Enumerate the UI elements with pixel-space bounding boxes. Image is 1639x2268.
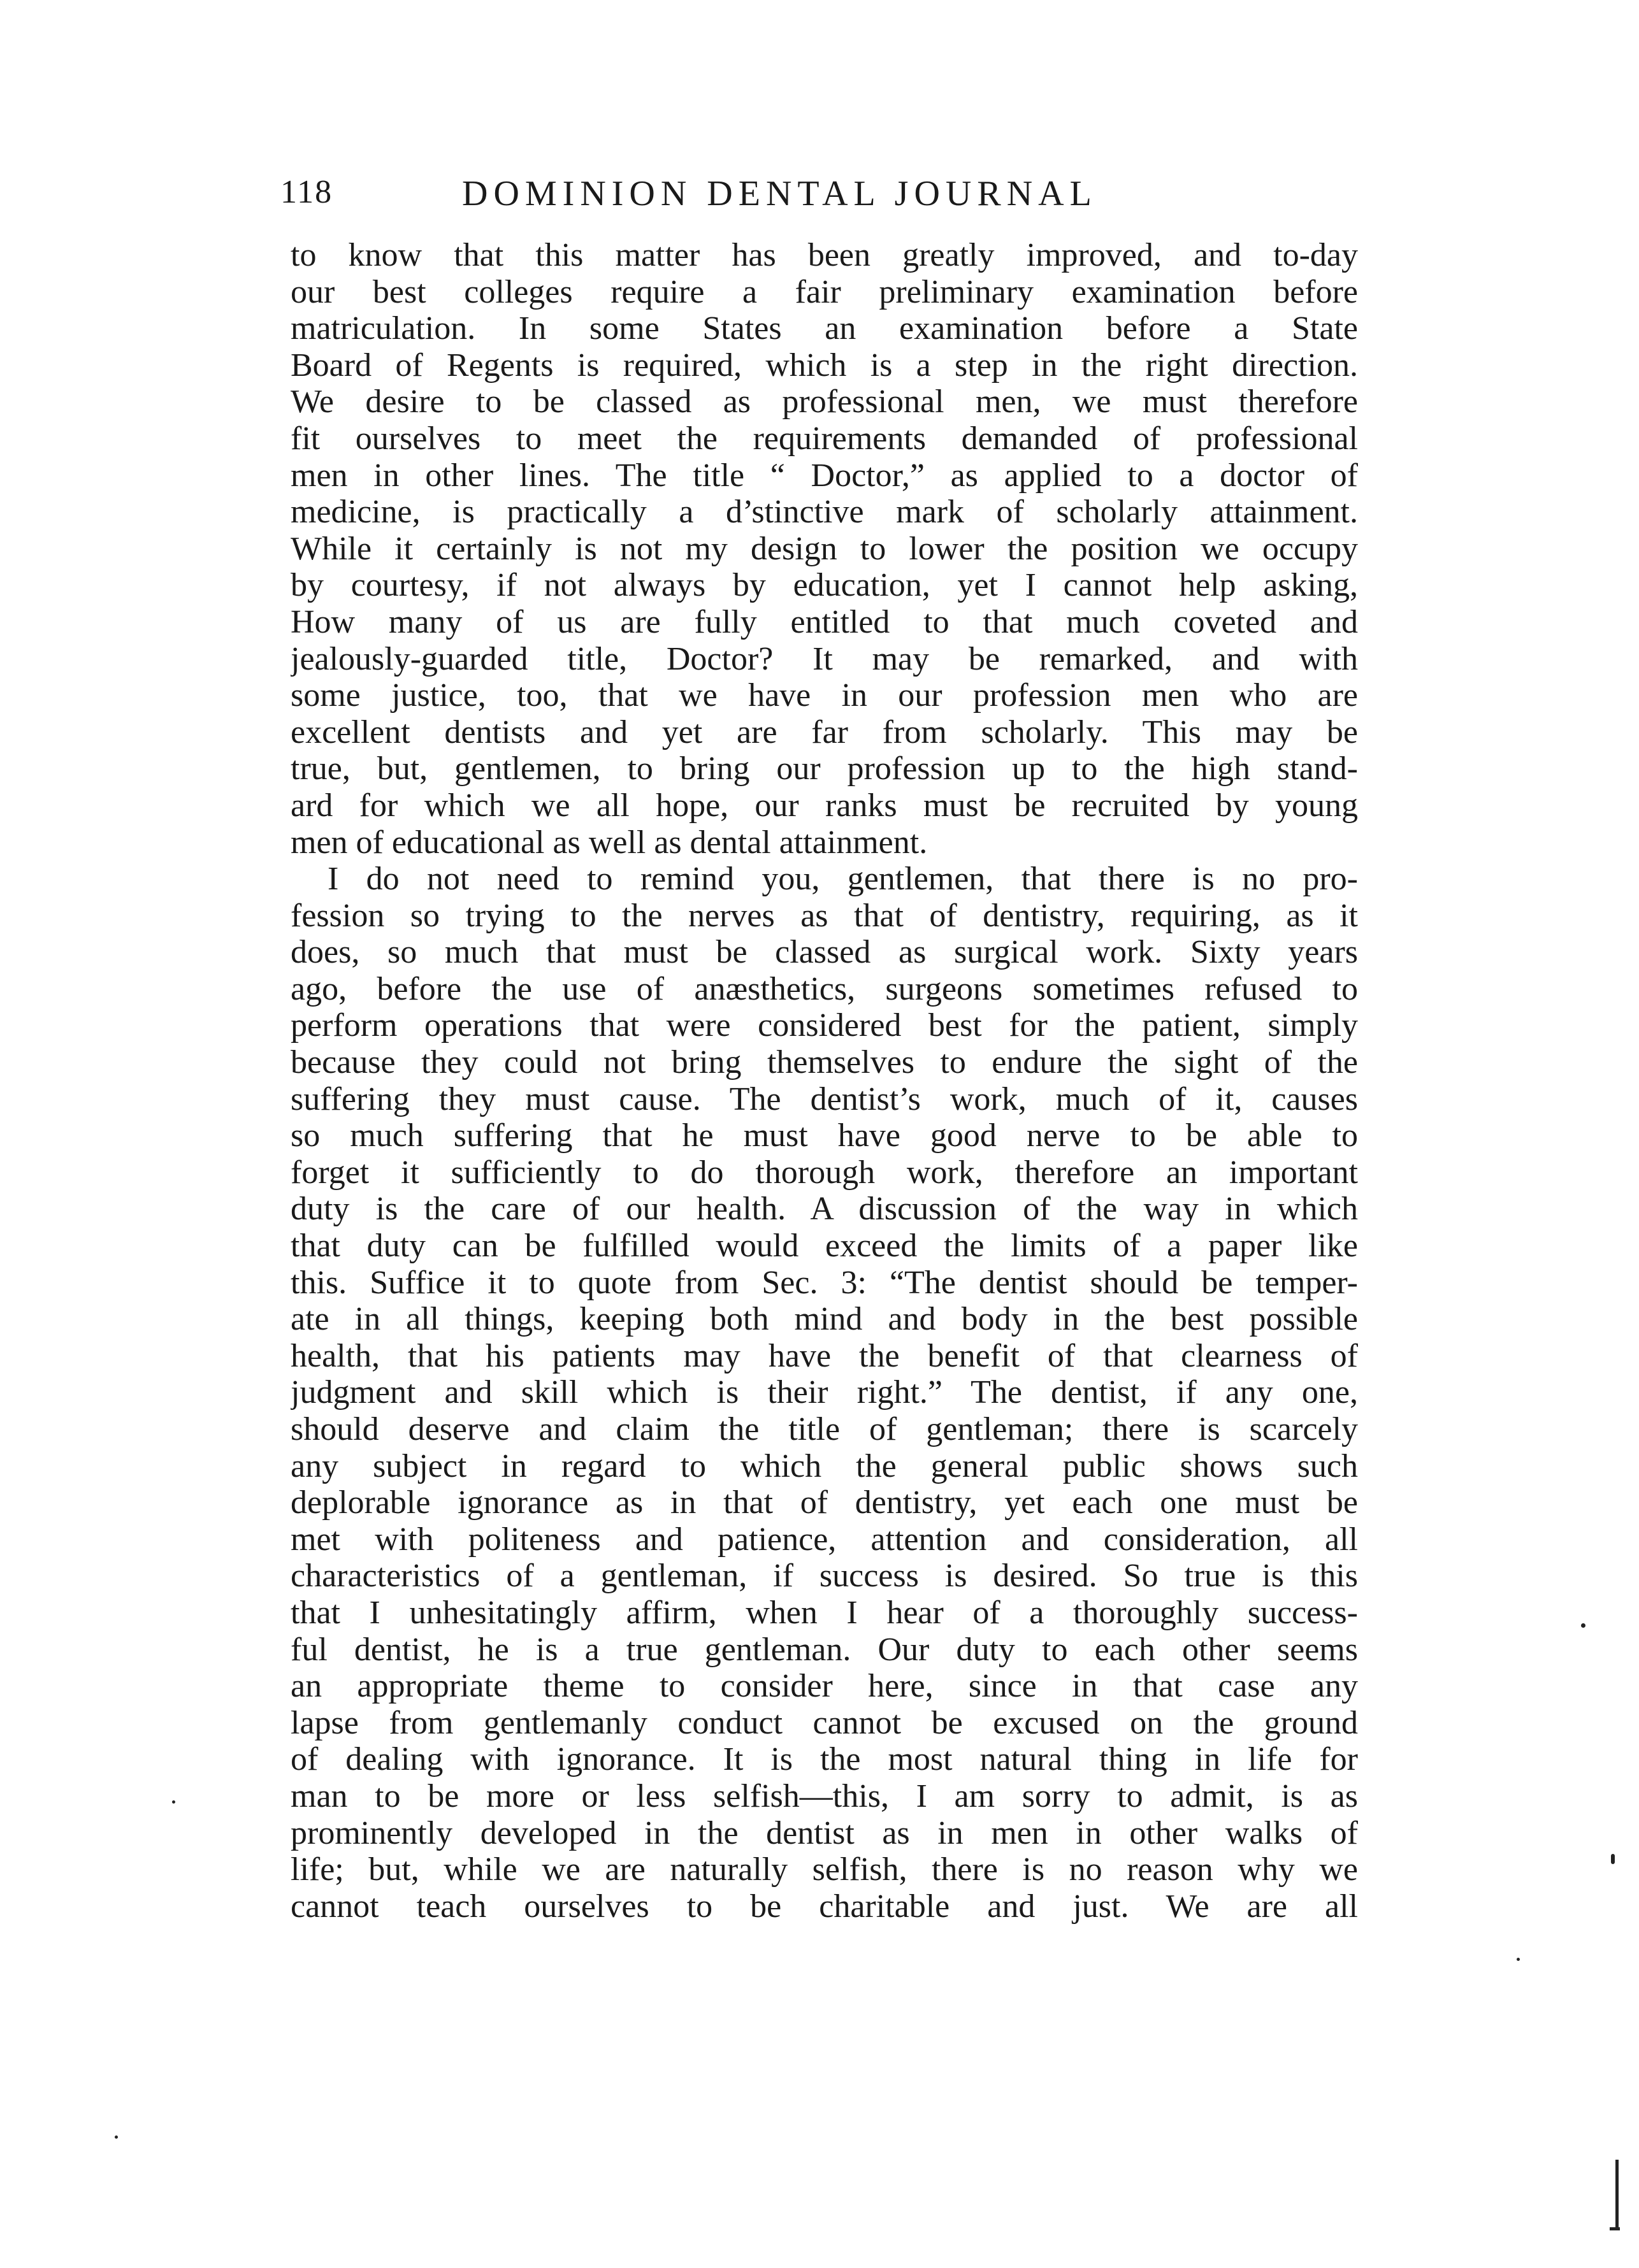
text-line: duty is the care of our health. A discussion of the way in which [291, 1191, 1358, 1228]
text-line: judgment and skill which is their right.” The dentist, if any one, [291, 1374, 1358, 1411]
text-line: forget it sufficiently to do thorough work, therefore an important [291, 1154, 1358, 1191]
text-line: fit ourselves to meet the requirements demanded of professional [291, 420, 1358, 457]
text-line: deplorable ignorance as in that of dentistry, yet each one must be [291, 1484, 1358, 1521]
text-line: suffering they must cause. The dentist’s work, much of it, causes [291, 1080, 1358, 1117]
page-number: 118 [280, 174, 333, 210]
text-line: does, so much that must be classed as surgical work. Sixty years [291, 934, 1358, 971]
scan-speck [1517, 1958, 1520, 1961]
text-line: should deserve and claim the title of gentleman; there is scarcely [291, 1411, 1358, 1447]
text-line: I do not need to remind you, gentlemen, that there is no pro- [328, 861, 1358, 898]
text-line: prominently developed in the dentist as in men in other walks of [291, 1814, 1358, 1851]
text-line: ard for which we all hope, our ranks must be recruited by young [291, 787, 1358, 824]
text-line: lapse from gentlemanly conduct cannot be excused on the ground [291, 1704, 1358, 1741]
text-line: jealously-guarded title, Doctor? It may be remarked, and with [291, 640, 1358, 677]
text-line: this. Suffice it to quote from Sec. 3: “The dentist should be temper- [291, 1264, 1358, 1301]
text-line: some justice, too, that we have in our profession men who are [291, 677, 1358, 714]
text-line: of dealing with ignorance. It is the most natural thing in life for [291, 1741, 1358, 1778]
text-line: men of educational as well as dental attainment. [291, 824, 928, 861]
text-line: characteristics of a gentleman, if success is desired. So true is this [291, 1558, 1358, 1595]
text-line: any subject in regard to which the general public shows such [291, 1447, 1358, 1484]
text-line: How many of us are fully entitled to that much coveted and [291, 603, 1358, 640]
text-line: medicine, is practically a d’stinctive mark of scholarly attainment. [291, 494, 1358, 531]
text-line: by courtesy, if not always by education, yet I cannot help asking, [291, 567, 1358, 604]
scan-speck [172, 1800, 175, 1804]
article-body [291, 237, 1358, 1925]
text-line: We desire to be classed as professional men, we must therefore [291, 384, 1358, 420]
text-line: life; but, while we are naturally selfish, there is no reason why we [291, 1851, 1358, 1888]
scan-speck [115, 2135, 118, 2139]
scan-speck [1611, 1854, 1615, 1864]
text-line: ate in all things, keeping both mind and body in the best possible [291, 1301, 1358, 1338]
text-line: matriculation. In some States an examination before a State [291, 310, 1358, 347]
paragraph [291, 861, 1358, 1925]
journal-title: DOMINION DENTAL JOURNAL [462, 174, 1097, 213]
scan-edge-mark [1615, 2160, 1619, 2230]
running-head [280, 173, 1389, 231]
text-line: ful dentist, he is a true gentleman. Our duty to each other seems [291, 1631, 1358, 1668]
text-line: man to be more or less selfish—this, I am sorry to admit, is as [291, 1777, 1358, 1814]
text-line: true, but, gentlemen, to bring our profession up to the high stand- [291, 750, 1358, 787]
text-line: cannot teach ourselves to be charitable and just. We are all [291, 1888, 1358, 1925]
text-line: fession so trying to the nerves as that of dentistry, requiring, as it [291, 897, 1358, 934]
text-line: because they could not bring themselves to endure the sight of the [291, 1044, 1358, 1081]
paragraph [291, 237, 1358, 861]
text-line: ago, before the use of anæsthetics, surgeons sometimes refused to [291, 970, 1358, 1007]
text-line: to know that this matter has been greatly improved, and to-day [291, 237, 1358, 273]
scan-edge-mark [1610, 2227, 1620, 2230]
scan-speck [1581, 1623, 1585, 1628]
text-line: excellent dentists and yet are far from scholarly. This may be [291, 714, 1358, 750]
text-line: health, that his patients may have the benefit of that clearness of [291, 1337, 1358, 1374]
text-line: so much suffering that he must have good nerve to be able to [291, 1117, 1358, 1154]
text-line: met with politeness and patience, attention and consideration, all [291, 1521, 1358, 1558]
text-line: that duty can be fulfilled would exceed the limits of a paper like [291, 1228, 1358, 1265]
text-line: our best colleges require a fair preliminary examination before [291, 273, 1358, 310]
text-line: an appropriate theme to consider here, since in that case any [291, 1668, 1358, 1705]
text-line: perform operations that were considered best for the patient, simply [291, 1007, 1358, 1044]
text-line: men in other lines. The title “ Doctor,” as applied to a doctor of [291, 457, 1358, 494]
text-line: that I unhesitatingly affirm, when I hear of a thoroughly success- [291, 1594, 1358, 1631]
text-line: Board of Regents is required, which is a step in the right direction. [291, 347, 1358, 384]
text-line: While it certainly is not my design to lower the position we occupy [291, 530, 1358, 567]
